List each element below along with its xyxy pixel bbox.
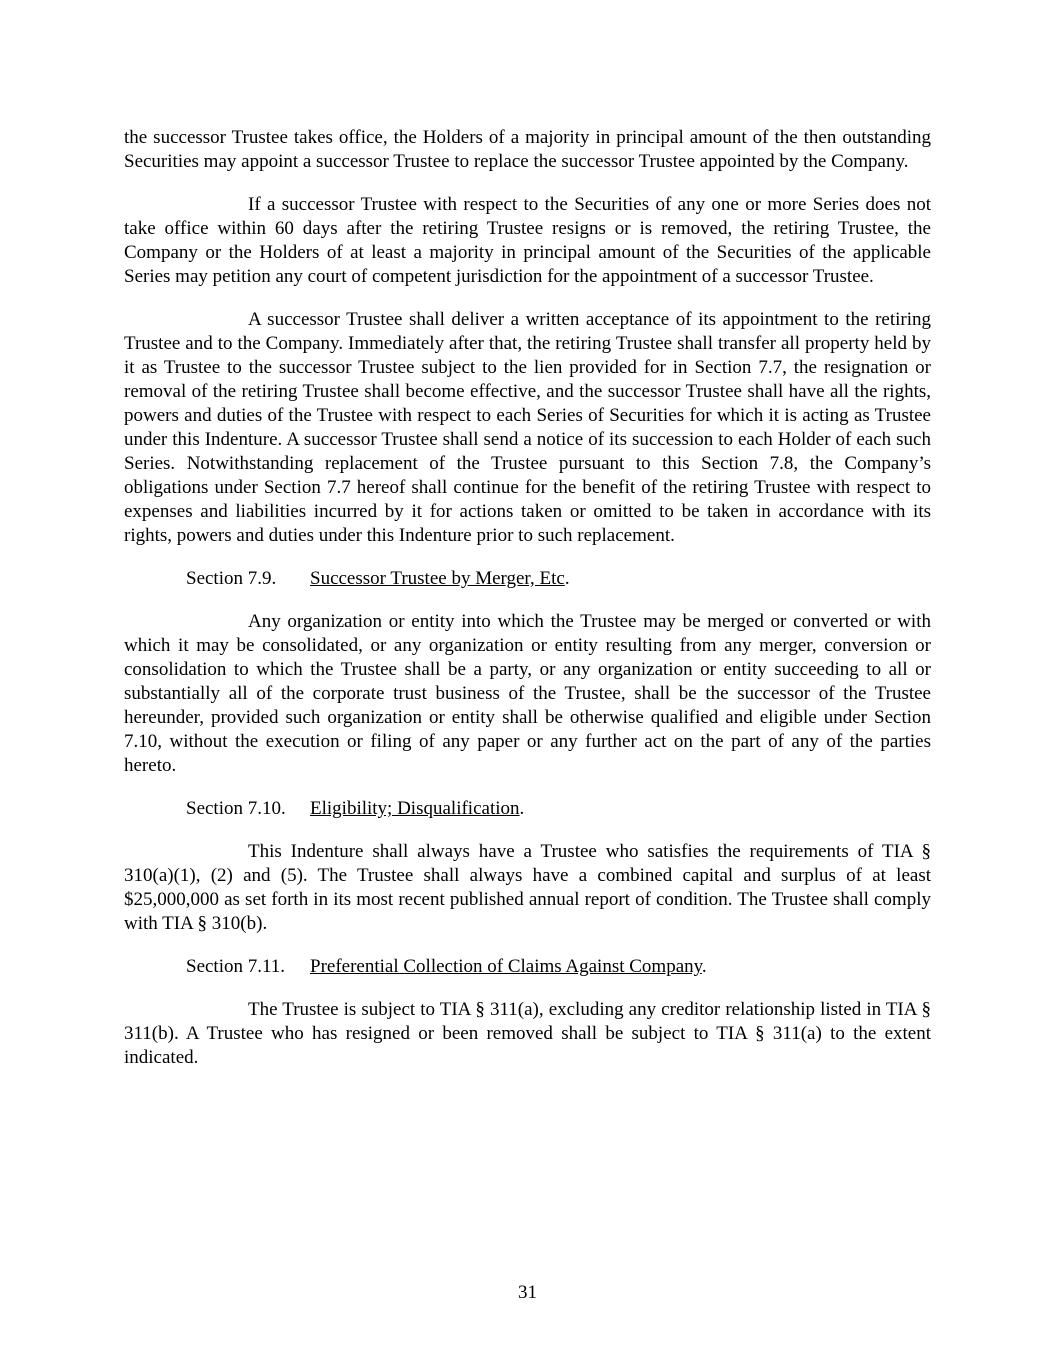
document-body bbox=[124, 126, 931, 1089]
section-title-period: . bbox=[701, 956, 707, 977]
paragraph-continuation: the successor Trustee takes office, the Holders of a majority in principal amount of the then outstanding Securities may appoint a successor Trustee to replace the successor Trustee appointed by the Company. bbox=[124, 127, 931, 172]
section-number: Section 7.10. bbox=[186, 798, 286, 819]
section-number: Section 7.9. bbox=[186, 568, 277, 589]
page-number: 31 bbox=[518, 1282, 537, 1303]
section-text-7-9: Any organization or entity into which the Trustee may be merged or converted or with which it may be consolidated, or any organization or entity resulting from any merger, conversion or consolidation to which the Trustee shall be a party, or any organization or entity succeeding to all or substantially all of the corporate trust business of the Trustee, shall be the successor of the Trustee hereunder, provided such organization or entity shall be otherwise qualified and eligible under Section 7.10, without the execution or filing of any paper or any further act on the part of any of the parties hereto. bbox=[124, 611, 931, 776]
section-heading-7-10 bbox=[124, 797, 931, 821]
paragraph-successor-acceptance: A successor Trustee shall deliver a written acceptance of its appointment to the retiring Trustee and to the Company. Immediately after that, the retiring Trustee shall transfer all property held by it as Trustee to the successor Trustee subject to the lien provided for in Section 7.7, the resignation or removal of the retiring Trustee shall become effective, and the successor Trustee shall have all the rights, powers and duties of the Trustee with respect to each Series of Securities for which it is acting as Trustee under this Indenture. A successor Trustee shall send a notice of its succession to each Holder of each such Series. Notwithstanding replacement of the Trustee pursuant to this Section 7.8, the Company’s obligations under Section 7.7 hereof shall continue for the benefit of the retiring Trustee with respect to expenses and liabilities incurred by it for actions taken or omitted to be taken in accordance with its rights, powers and duties under this Indenture prior to such replacement. bbox=[124, 309, 931, 546]
paragraph-successor-not-taking-office: If a successor Trustee with respect to the Securities of any one or more Series does not take office within 60 days after the retiring Trustee resigns or is removed, the retiring Trustee, the Company or the Holders of at least a majority in principal amount of the Securities of the applicable Series may petition any court of competent jurisdiction for the appointment of a successor Trustee. bbox=[124, 194, 931, 287]
section-text-7-11: The Trustee is subject to TIA § 311(a), excluding any creditor relationship listed in TIA § 311(b). A Trustee who has resigned or been removed shall be subject to TIA § 311(a) to the extent indicated. bbox=[124, 999, 931, 1068]
section-text-7-10: This Indenture shall always have a Trustee who satisfies the requirements of TIA § 310(a)(1), (2) and (5). The Trustee shall always have a combined capital and surplus of at least $25,000,000 as set forth in its most recent published annual report of condition. The Trustee shall comply with TIA § 310(b). bbox=[124, 841, 931, 934]
section-number: Section 7.11. bbox=[186, 956, 286, 977]
section-title-period: . bbox=[564, 568, 570, 589]
section-title: Successor Trustee by Merger, Etc bbox=[310, 568, 565, 589]
section-title-period: . bbox=[519, 798, 525, 819]
section-title: Eligibility; Disqualification bbox=[310, 798, 520, 819]
section-heading-7-11 bbox=[124, 955, 931, 979]
section-title: Preferential Collection of Claims Against Company bbox=[310, 956, 702, 977]
section-heading-7-9 bbox=[124, 567, 931, 591]
